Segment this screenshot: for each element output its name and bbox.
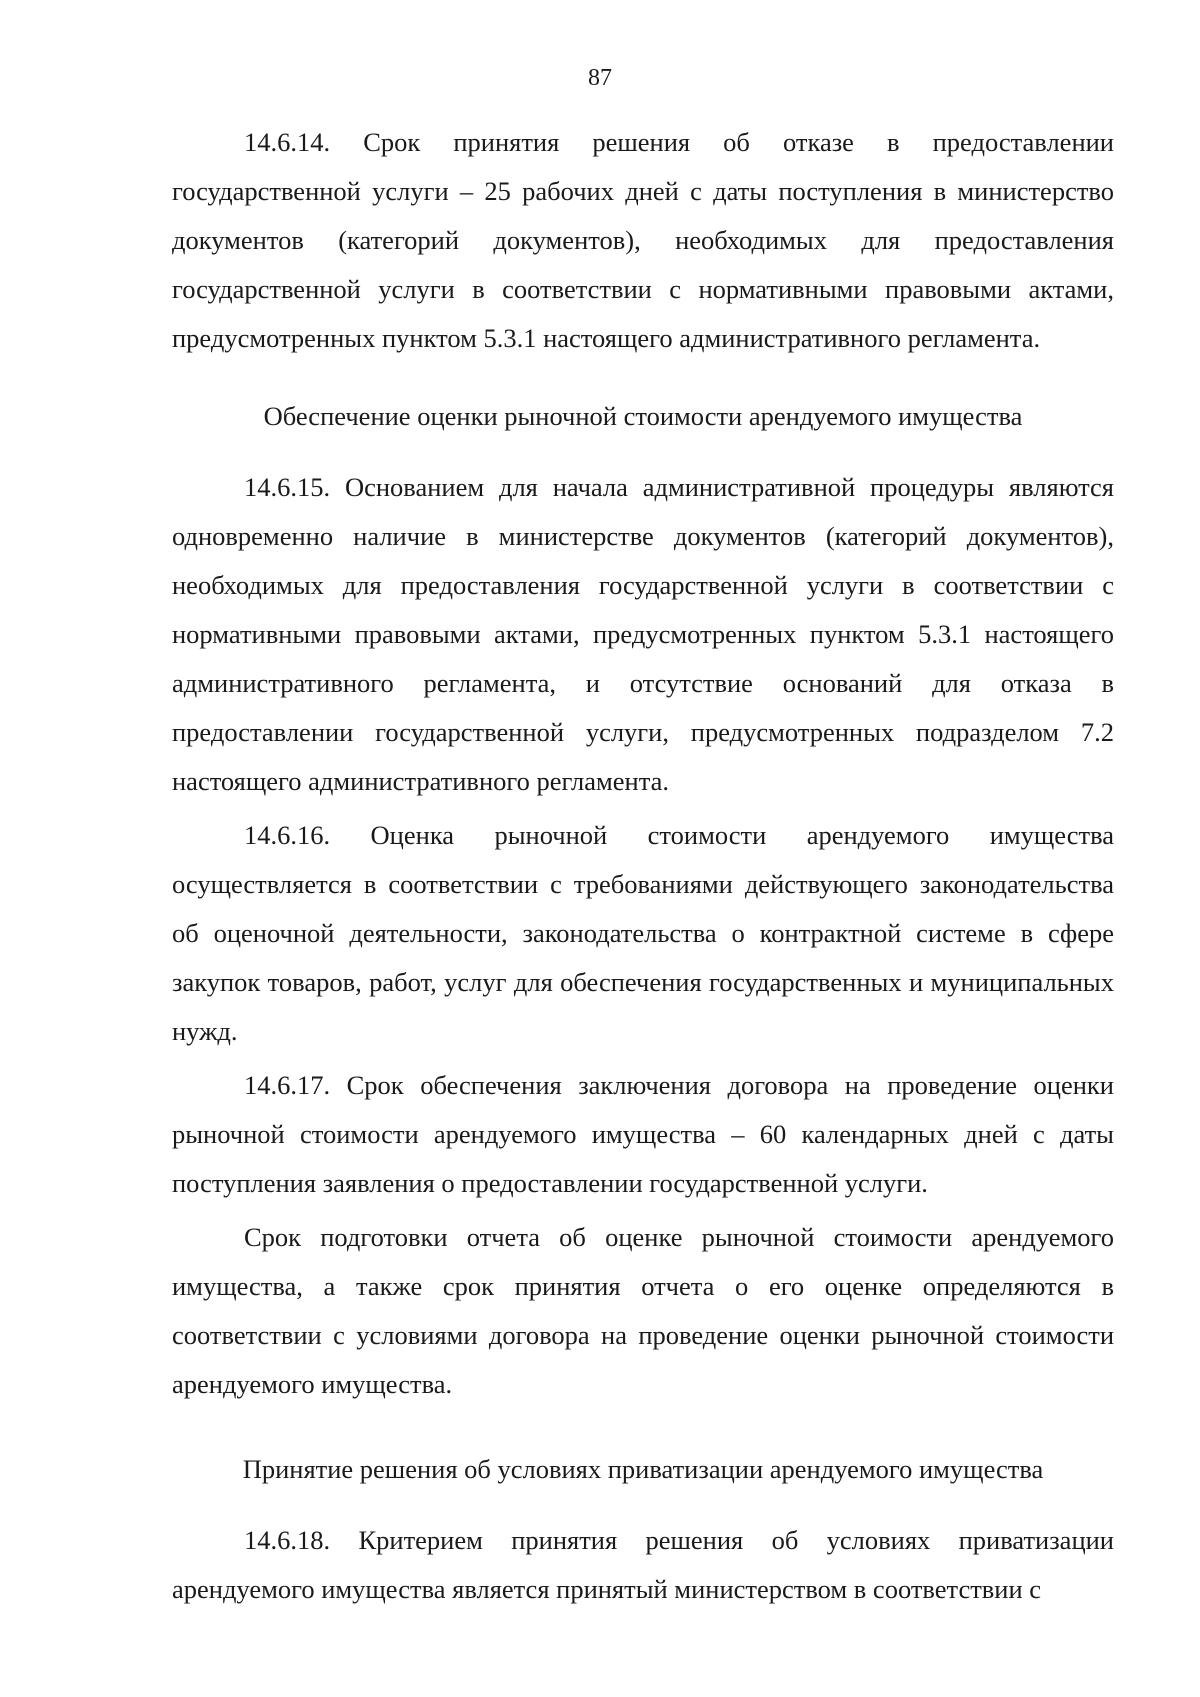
paragraph-14-6-18: 14.6.18. Критерием принятия решения об условиях приватизации арендуемого имущества является принятый министерством в соответствии с — [172, 1525, 1114, 1604]
page-content — [172, 118, 1114, 1614]
paragraph-14-6-16: 14.6.16. Оценка рыночной стоимости арендуемого имущества осуществляется в соответствии с требованиями действующего законодательства об оценочной деятельности, законодательства о контрактной системе в сфере закупок товаров, работ, услуг для обеспечения государственных и муниципальных нужд. — [172, 820, 1114, 1046]
paragraph-report-deadline: Срок подготовки отчета об оценке рыночной стоимости арендуемого имущества, а также срок принятия отчета о его оценке определяются в соответствии с условиями договора на проведение оценки рыночной стоимости арендуемого имущества. — [172, 1222, 1114, 1399]
paragraph-14-6-17: 14.6.17. Срок обеспечения заключения договора на проведение оценки рыночной стоимости арендуемого имущества – 60 календарных дней с даты поступления заявления о предоставлении государственной услуги. — [172, 1070, 1114, 1198]
paragraph-14-6-14: 14.6.14. Срок принятия решения об отказе в предоставлении государственной услуги – 25 рабочих дней с даты поступления в министерство документов (категорий документов), необходимых для предоставления государственной услуги в соответствии с нормативными правовыми актами, предусмотренных пунктом 5.3.1 настоящего административного регламента. — [172, 127, 1114, 353]
section-heading-market-valuation: Обеспечение оценки рыночной стоимости арендуемого имущества — [263, 401, 1023, 431]
paragraph-14-6-15: 14.6.15. Основанием для начала административной процедуры являются одновременно наличие в министерстве документов (категорий документов), необходимых для предоставления государственной услуги в соответствии с нормативными правовыми актами, предусмотренных пунктом 5.3.1 настоящего административного регламента, и отсутствие оснований для отказа в предоставлении государственной услуги, предусмотренных подразделом 7.2 настоящего административного регламента. — [172, 472, 1114, 796]
page-number: 87 — [588, 65, 612, 91]
section-heading-privatization-decision: Принятие решения об условиях приватизации арендуемого имущества — [242, 1454, 1044, 1484]
